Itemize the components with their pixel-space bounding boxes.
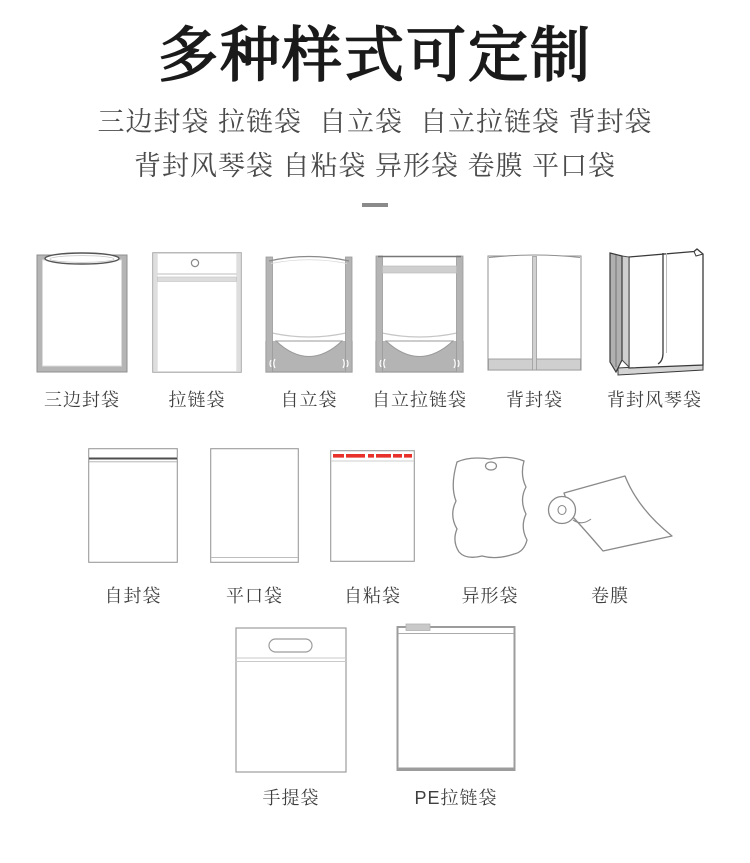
bag-label-roll-film: 卷膜 — [591, 586, 629, 606]
bag-item-handle-bag — [235, 627, 347, 808]
bag-item-self-seal-bag — [88, 448, 178, 606]
zipper-bag-illustration — [152, 252, 242, 373]
page-title: 多种样式可定制 — [158, 22, 592, 89]
back-seal-bag-illustration — [487, 253, 582, 373]
bag-label-self-adhesive-bag: 自粘袋 — [344, 586, 401, 606]
self-seal-bag-illustration — [88, 448, 178, 563]
bag-label-stand-up-zipper-bag: 自立拉链袋 — [372, 390, 467, 410]
bag-item-stand-up-pouch — [265, 251, 353, 410]
bag-item-flat-mouth-bag — [210, 448, 299, 606]
bag-label-shaped-bag: 异形袋 — [461, 586, 519, 606]
stand-up-pouch-illustration — [265, 251, 353, 373]
bag-label-stand-up-pouch: 自立袋 — [280, 390, 338, 410]
bag-label-handle-bag: 手提袋 — [262, 788, 320, 808]
bag-label-zipper-bag: 拉链袋 — [168, 390, 226, 410]
subtitle-line-1: 三边封袋 拉链袋 自立袋 自立拉链袋 背封袋 — [97, 107, 653, 137]
bag-label-flat-mouth-bag: 平口袋 — [226, 586, 283, 606]
bag-item-back-seal-bag — [487, 253, 582, 410]
bag-item-zipper-bag — [152, 252, 242, 410]
pe-zipper-bag-illustration — [396, 624, 516, 772]
handle-bag-illustration — [235, 627, 347, 773]
bag-item-three-side-seal — [36, 251, 128, 410]
bag-item-back-seal-gusset-bag — [602, 247, 707, 410]
bag-item-self-adhesive-bag — [330, 450, 415, 606]
flat-mouth-bag-illustration — [210, 448, 299, 563]
self-adhesive-bag-illustration — [330, 450, 415, 562]
bag-label-pe-zipper-bag: PE拉链袋 — [414, 788, 498, 808]
subtitle-line-2: 背封风琴袋 自粘袋 异形袋 卷膜 平口袋 — [133, 151, 616, 181]
bag-item-stand-up-zipper-bag — [372, 251, 467, 410]
bag-item-roll-film — [545, 465, 675, 606]
roll-film-illustration — [545, 465, 675, 560]
bag-label-back-seal-bag: 背封袋 — [506, 390, 563, 410]
stand-up-zipper-bag-illustration — [375, 251, 464, 373]
shaped-bag-illustration — [442, 453, 538, 563]
divider-bar — [362, 203, 388, 207]
bag-label-three-side-seal: 三边封袋 — [44, 390, 120, 410]
bag-label-self-seal-bag: 自封袋 — [104, 586, 162, 606]
back-seal-gusset-bag-illustration — [602, 247, 707, 377]
bag-item-shaped-bag — [442, 453, 538, 606]
three-side-seal-bag-illustration — [36, 251, 128, 373]
bag-item-pe-zipper-bag — [396, 624, 516, 808]
bag-label-back-seal-gusset-bag: 背封风琴袋 — [607, 390, 702, 410]
